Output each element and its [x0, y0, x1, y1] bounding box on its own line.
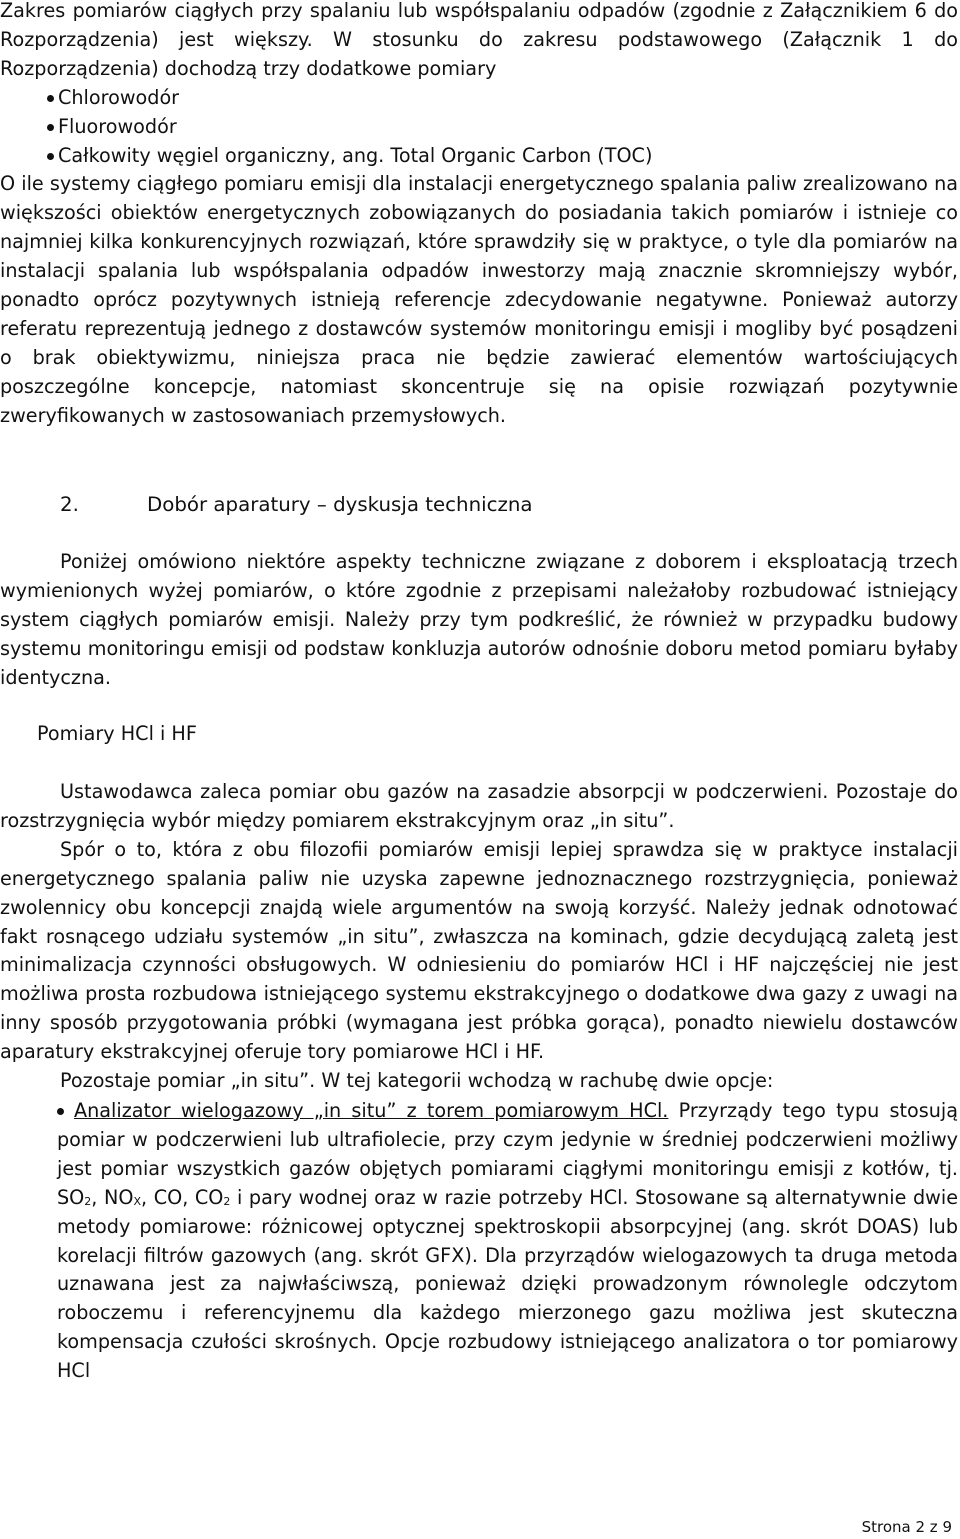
bullet-icon: [47, 153, 54, 160]
intro-section: [0, 0, 958, 431]
bullet-item: Chlorowodór: [0, 84, 958, 113]
subsection-paragraph-2: Spór o to, która z obu filozofii pomiarów emisji lepiej sprawdza się w praktyce instalacji energetycznego spalania paliw nie uzyska zapewne jednoznacznego rozstrzygnięcia, ponieważ zwolennicy obu koncepcji znajdą wiele argumentów na swoją korzyść. Należy jednak odnotować fakt rosnącego udziału systemów „in situ”, zwłaszcza na kominach, gdzie decydującą zaletą jest minimalizacja czynności obsługowych. W odniesieniu do pomiarów HCl i HF najczęściej nie jest możliwa prosta rozbudowa istniejącego systemu ekstrakcyjnego o dodatkowe dwa gazy z uwagi na inny sposób przygotowania próbki (wymagana jest próbka gorąca), ponadto niewielu dostawców aparatury ekstrakcyjnej oferuje tory pomiarowe HCl i HF.: [0, 837, 958, 1064]
gas-bullet-list: [0, 84, 958, 171]
subsection-paragraph-3: Pozostaje pomiar „in situ”. W tej kategorii wchodzą w rachubę dwie opcje:: [60, 1069, 774, 1093]
section-title: Dobór aparatury – dyskusja techniczna: [147, 493, 533, 516]
bullet-icon: [47, 95, 54, 102]
section-2-heading-block: [0, 491, 958, 520]
option-item: Analizator wielogazowy „in situ” z torem pomiarowym HCl. Przyrządy tego typu stosują pomiar w podczerwieni lub ultrafiolecie, przy czym jedynie w średniej podczerwieni możliwy jest pomiar wszystkich gazów objętych pomiarami ciągłymi monitoringu emisji z kotłów, tj. $SO_2$, $NO_X$, CO, $CO_2$ i pary wodnej oraz w razie potrzeby HCl. Stosowane są alternatywnie dwie metody pomiarowe: różnicowej optycznej spektroskopii absorpcyjnej (ang. skrót DOAS) lub korelacji filtrów gazowych (ang. skrót GFX). Dla przyrządów wielogazowych ta druga metoda uznawana jest za najwłaściwszą, ponieważ dzięki prowadzonym równolegle odczytom roboczemu i referencyjnemu dla każdego mierzonego gazu możliwa jest skuteczna kompensacja czułości skrośnych. Opcje rozbudowy istniejącego analizatora o tor pomiarowy HCl: [57, 1098, 959, 1383]
subsection-body: [0, 778, 958, 1386]
bullet-item: Fluorowodór: [0, 113, 958, 142]
bullet-item: Całkowity węgiel organiczny, ang. Total Organic Carbon (TOC): [0, 142, 958, 171]
subsection-title: Pomiary HCl i HF: [37, 722, 197, 745]
option-title: Analizator wielogazowy „in situ” z torem pomiarowym HCl.: [74, 1098, 669, 1122]
subsection-paragraph-1: Ustawodawca zaleca pomiar obu gazów na zasadzie absorpcji w podczerwieni. Pozostaje do rozstrzygnięcia wybór między pomiarem ekstrakcyjnym oraz „in situ”.: [0, 780, 958, 832]
intro-paragraph-2: O ile systemy ciągłego pomiaru emisji dla instalacji energetycznego spalania paliw zrealizowano na większości obiektów energetycznych zobowiązanych do posiadania takich pomiarów i istnieje co najmniej kilka konkurencyjnych rozwiązań, które sprawdziły się w praktyce, o tyle dla pomiarów na instalacji spalania lub współspalania odpadów inwestorzy mają znacznie skromniejszy wybór, ponadto oprócz pozytywnych istnieją referencje zdecydowanie negatywne. Ponieważ autorzy referatu reprezentują jednego z dostawców systemów monitoringu emisji i mogliby być posądzeni o brak obiektywizmu, niniejsza praca nie będzie zawierać elementów wartościujących poszczególne koncepcje, natomiast skoncentruje się na opisie rozwiązań pozytywnie zweryfikowanych w zastosowaniach przemysłowych.: [0, 172, 958, 427]
bullet-icon: [57, 1108, 64, 1115]
section-number: 2.: [60, 493, 79, 516]
page-number-footer: Strona 2 z 9: [861, 1518, 952, 1536]
section-2-paragraph: Poniżej omówiono niektóre aspekty techniczne związane z doborem i eksploatacją trzech wymienionych wyżej pomiarów, o które zgodnie z przepisami należałoby rozbudować istniejący system ciągłych pomiarów emisji. Należy przy tym podkreślić, że również w przypadku budowy systemu monitoringu emisji od podstaw konkluzja autorów odnośnie doboru metod pomiaru byłaby identyczna.: [0, 550, 958, 689]
intro-paragraph: Zakres pomiarów ciągłych przy spalaniu lub współspalaniu odpadów (zgodnie z Załącznikiem 6 do Rozporządzenia) jest większy. W stosunku do zakresu podstawowego (Załącznik 1 do Rozporządzenia) dochodzą trzy dodatkowe pomiary: [0, 0, 958, 80]
section-2-body: [0, 548, 958, 693]
subsection-heading-block: [0, 720, 958, 749]
bullet-icon: [47, 124, 54, 131]
section-heading: [0, 491, 958, 520]
